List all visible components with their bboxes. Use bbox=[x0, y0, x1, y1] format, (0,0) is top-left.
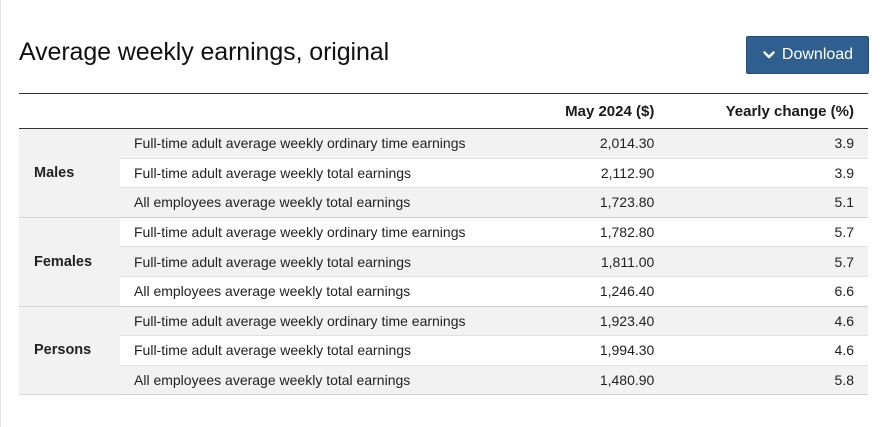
column-header-description bbox=[120, 94, 520, 129]
column-header-may-2024: May 2024 ($) bbox=[520, 94, 668, 129]
table-row bbox=[19, 247, 868, 277]
row-value: 1,246.40 bbox=[520, 276, 668, 306]
row-change: 3.9 bbox=[668, 158, 868, 188]
group-label-males: Males bbox=[19, 129, 120, 218]
table-row bbox=[19, 158, 868, 188]
download-button-label: Download bbox=[781, 46, 854, 63]
row-change: 5.7 bbox=[668, 217, 868, 247]
row-description: Full-time adult average weekly total earnings bbox=[120, 336, 520, 366]
row-description: All employees average weekly total earnings bbox=[120, 365, 520, 395]
table-row bbox=[19, 306, 868, 336]
row-description: Full-time adult average weekly total earnings bbox=[120, 247, 520, 277]
row-change: 4.6 bbox=[668, 336, 868, 366]
row-value: 1,480.90 bbox=[520, 365, 668, 395]
row-change: 5.8 bbox=[668, 365, 868, 395]
earnings-table bbox=[19, 93, 868, 395]
download-button[interactable] bbox=[746, 36, 869, 74]
row-description: Full-time adult average weekly ordinary time earnings bbox=[120, 129, 520, 159]
column-header-group bbox=[19, 94, 120, 129]
table-row bbox=[19, 217, 868, 247]
row-value: 1,723.80 bbox=[520, 188, 668, 218]
table-row bbox=[19, 336, 868, 366]
table-row bbox=[19, 129, 868, 159]
group-label-females: Females bbox=[19, 217, 120, 306]
row-value: 1,994.30 bbox=[520, 336, 668, 366]
row-change: 4.6 bbox=[668, 306, 868, 336]
row-value: 1,782.80 bbox=[520, 217, 668, 247]
table-row bbox=[19, 276, 868, 306]
table-header-row bbox=[19, 94, 868, 129]
chevron-down-icon bbox=[762, 48, 776, 62]
row-value: 1,811.00 bbox=[520, 247, 668, 277]
column-header-yearly-change: Yearly change (%) bbox=[668, 94, 868, 129]
row-description: All employees average weekly total earnings bbox=[120, 188, 520, 218]
row-value: 2,014.30 bbox=[520, 129, 668, 159]
row-change: 5.1 bbox=[668, 188, 868, 218]
row-description: All employees average weekly total earnings bbox=[120, 276, 520, 306]
row-description: Full-time adult average weekly ordinary time earnings bbox=[120, 306, 520, 336]
row-change: 3.9 bbox=[668, 129, 868, 159]
row-value: 2,112.90 bbox=[520, 158, 668, 188]
row-description: Full-time adult average weekly total earnings bbox=[120, 158, 520, 188]
table-row bbox=[19, 188, 868, 218]
page-title: Average weekly earnings, original bbox=[19, 38, 390, 66]
table-row bbox=[19, 365, 868, 395]
row-change: 6.6 bbox=[668, 276, 868, 306]
group-label-persons: Persons bbox=[19, 306, 120, 395]
row-description: Full-time adult average weekly ordinary time earnings bbox=[120, 217, 520, 247]
row-value: 1,923.40 bbox=[520, 306, 668, 336]
row-change: 5.7 bbox=[668, 247, 868, 277]
